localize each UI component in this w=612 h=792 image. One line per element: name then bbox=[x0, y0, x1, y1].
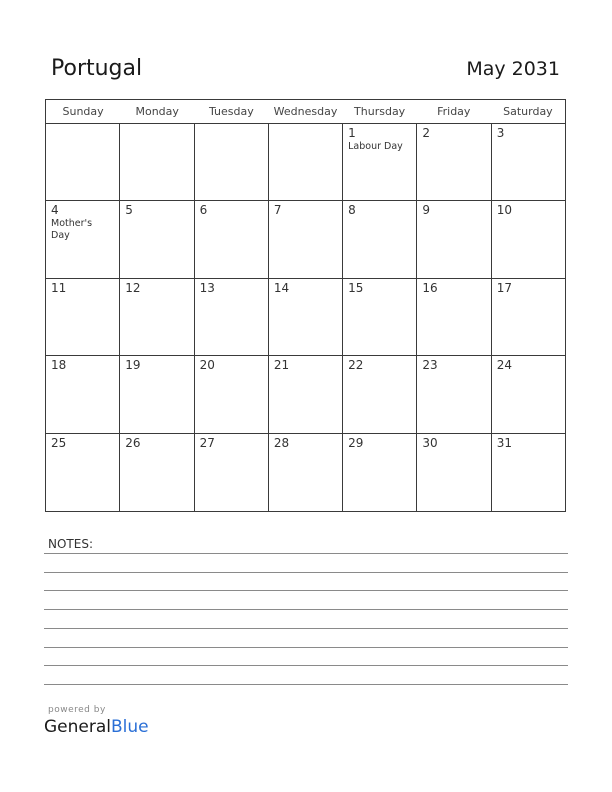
weekday-friday: Friday bbox=[437, 105, 471, 118]
note-line bbox=[44, 665, 568, 666]
day-cell bbox=[417, 434, 491, 511]
day-cell bbox=[492, 434, 565, 511]
month-title: May 2031 bbox=[466, 58, 560, 80]
day-number: 28 bbox=[273, 435, 290, 450]
page-title: Portugal bbox=[51, 56, 143, 81]
day-cell bbox=[269, 356, 343, 432]
day-number: 17 bbox=[496, 280, 512, 295]
day-number: 12 bbox=[125, 280, 141, 295]
day-number: 15 bbox=[348, 280, 364, 295]
note-line bbox=[44, 628, 568, 629]
day-number: 5 bbox=[125, 203, 133, 218]
day-cell bbox=[195, 434, 269, 511]
brand-logo bbox=[44, 716, 149, 738]
weekday-monday: Monday bbox=[135, 105, 179, 118]
calendar-grid bbox=[45, 99, 566, 512]
weekday-header-row bbox=[46, 100, 565, 124]
day-number: 11 bbox=[51, 280, 67, 295]
day-number: 24 bbox=[496, 358, 512, 373]
day-cell bbox=[195, 279, 269, 355]
day-number: 23 bbox=[422, 358, 438, 373]
powered-by-text: powered by bbox=[48, 705, 106, 715]
note-line bbox=[44, 647, 568, 648]
day-cell bbox=[417, 279, 491, 355]
day-number: 20 bbox=[199, 358, 215, 373]
week-row-1 bbox=[46, 124, 565, 201]
day-number: 7 bbox=[273, 203, 282, 218]
notes-label: NOTES: bbox=[48, 537, 93, 551]
day-cell bbox=[492, 279, 565, 355]
day-cell bbox=[492, 356, 565, 432]
day-cell bbox=[343, 356, 417, 432]
day-cell bbox=[46, 356, 120, 432]
day-number: 9 bbox=[422, 203, 431, 218]
day-number: 21 bbox=[273, 358, 290, 373]
day-cell bbox=[46, 201, 120, 277]
day-number: 19 bbox=[125, 358, 141, 373]
week-row-4 bbox=[46, 356, 565, 433]
day-cell bbox=[195, 124, 269, 200]
day-cell bbox=[46, 434, 120, 511]
day-number: 29 bbox=[348, 435, 364, 450]
week-row-3 bbox=[46, 279, 565, 356]
day-number: 27 bbox=[199, 435, 215, 450]
day-number: 22 bbox=[348, 358, 364, 373]
week-row-5 bbox=[46, 434, 565, 511]
day-number: 13 bbox=[199, 280, 215, 295]
day-cell bbox=[269, 124, 343, 200]
day-number: 16 bbox=[422, 280, 438, 295]
weekday-wednesday: Wednesday bbox=[273, 105, 338, 118]
day-number: 26 bbox=[125, 435, 141, 450]
day-number: 18 bbox=[51, 358, 67, 373]
day-number: 6 bbox=[199, 203, 208, 218]
day-cell bbox=[269, 434, 343, 511]
day-cell bbox=[120, 201, 194, 277]
day-cell bbox=[417, 201, 491, 277]
holiday-label: Labour Day bbox=[348, 141, 403, 152]
day-number: 3 bbox=[496, 126, 505, 140]
day-cell bbox=[343, 279, 417, 355]
weekday-saturday: Saturday bbox=[503, 105, 553, 118]
week-row-2 bbox=[46, 201, 565, 278]
day-number: 2 bbox=[422, 126, 431, 140]
day-cell bbox=[417, 124, 491, 200]
day-cell bbox=[120, 124, 194, 200]
day-number: 8 bbox=[348, 203, 356, 218]
note-line bbox=[44, 572, 568, 573]
day-number: 25 bbox=[51, 435, 67, 450]
brand-general-text: General bbox=[44, 717, 111, 737]
note-line bbox=[44, 609, 568, 610]
weekday-sunday: Sunday bbox=[62, 105, 104, 118]
day-cell bbox=[46, 124, 120, 200]
day-cell bbox=[492, 124, 565, 200]
day-cell bbox=[195, 356, 269, 432]
holiday-label: Mother's Day bbox=[51, 218, 93, 242]
brand-blue-text: Blue bbox=[111, 717, 149, 737]
day-cell bbox=[46, 279, 120, 355]
day-cell bbox=[492, 201, 565, 277]
note-line bbox=[44, 553, 568, 554]
day-number: 4 bbox=[51, 203, 59, 218]
weekday-tuesday: Tuesday bbox=[208, 105, 254, 118]
day-cell bbox=[120, 434, 194, 511]
day-cell bbox=[269, 201, 343, 277]
day-cell bbox=[120, 356, 194, 432]
note-line bbox=[44, 684, 568, 685]
day-cell bbox=[195, 201, 269, 277]
day-cell bbox=[417, 356, 491, 432]
day-cell bbox=[269, 279, 343, 355]
day-cell bbox=[343, 434, 417, 511]
day-number: 30 bbox=[422, 435, 438, 450]
day-cell bbox=[343, 124, 417, 200]
day-number: 10 bbox=[496, 203, 512, 218]
day-number: 14 bbox=[273, 280, 290, 295]
note-line bbox=[44, 590, 568, 591]
weekday-thursday: Thursday bbox=[354, 105, 406, 118]
day-number: 1 bbox=[348, 126, 356, 140]
day-cell bbox=[343, 201, 417, 277]
day-number: 31 bbox=[496, 435, 512, 450]
day-cell bbox=[120, 279, 194, 355]
